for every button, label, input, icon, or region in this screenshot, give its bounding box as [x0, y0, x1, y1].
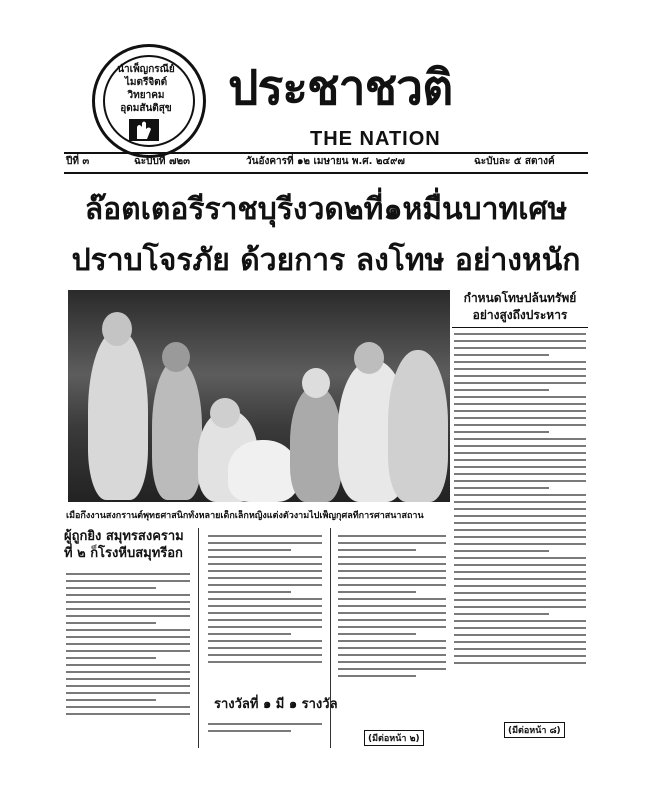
front-page-photo	[68, 290, 450, 502]
lower-story-body	[64, 568, 192, 720]
dateline-bottom-rule	[64, 172, 588, 174]
lottery-first-prize-heading: รางวัลที่ ๑ มี ๑ รางวัล	[214, 697, 338, 712]
continued-middle: (มีต่อหน้า ๒)	[364, 730, 424, 746]
photo-caption: เมื่อกึ่งงานสงกรานต์พุทธศาสนิกทั้งหลายเด็กเล็กหญิงแต่งตัวงามไปเพ็ญกุศลที่การศาสนาสถาน	[66, 511, 424, 521]
side-story-heading-line: อย่างสูงถึงประหาร	[472, 308, 568, 322]
dateline	[64, 154, 588, 170]
lower-story-heading	[64, 528, 184, 562]
lower-story-heading-line: ผู้ถูกยิง สมุทรสงคราม	[64, 529, 184, 544]
newspaper-subtitle: THE NATION	[310, 128, 441, 150]
hand-icon	[129, 119, 159, 141]
side-story-heading	[452, 290, 588, 328]
emblem-seal	[92, 44, 206, 158]
motto-line: วิทยาคม	[127, 90, 165, 101]
middle-column-body	[206, 530, 324, 668]
column-divider	[198, 528, 199, 748]
dateline-issue: ฉะบับที่ ๗๒๓	[134, 156, 190, 167]
third-column-body	[336, 530, 448, 682]
motto-line: นำเพ็ญกรณีย์	[117, 64, 175, 75]
lower-story-heading-line: ที่ ๒ ก็โรงหีบสมุทรีอก	[64, 546, 183, 561]
newspaper-title: ประชาชวติ	[228, 60, 453, 116]
headline-line-1: ล๊อตเตอรีราชบุรีงวด๒ที่๑หมื่นบาทเศษ	[84, 192, 568, 227]
dateline-date: วันอังคารที่ ๑๒ เมษายน พ.ศ. ๒๔๙๗	[246, 156, 405, 167]
dateline-price: ฉะบับละ ๕ สตางค์	[474, 156, 555, 167]
side-story-column	[452, 290, 588, 750]
middle-column-footer	[206, 718, 324, 737]
emblem-motto	[113, 63, 179, 115]
headline-line-2: ปราบโจรภัย ด้วยการ ลงโทษ อย่างหนัก	[71, 243, 581, 278]
motto-line: อุดมสันติสุข	[120, 103, 172, 114]
continued-right: (มีต่อหน้า ๘)	[504, 722, 565, 738]
column-divider	[330, 528, 331, 748]
motto-line: ไมตรีจิตต์	[124, 77, 168, 88]
side-story-body	[452, 333, 588, 664]
side-story-heading-line: กำหนดโทษปล้นทรัพย์	[463, 291, 577, 305]
newspaper-page	[64, 40, 588, 750]
dateline-volume: ปีที่ ๓	[66, 156, 90, 167]
